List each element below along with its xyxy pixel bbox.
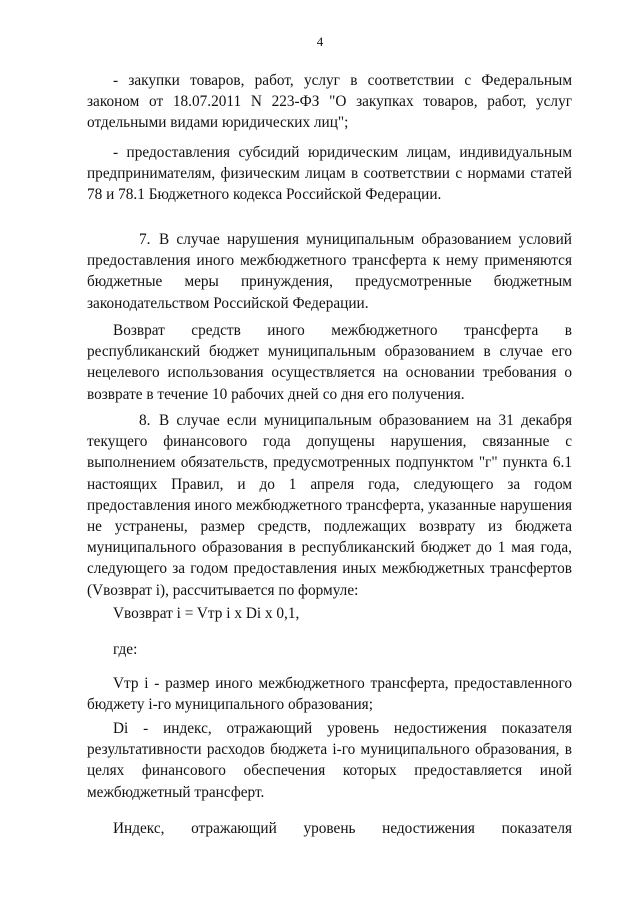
paragraph-8-text: В случае если муниципальным образованием на 31 декабря текущего финансового года допущены нарушения, связанные с выполнением обязательств, предусмотренных подпунктом "г" пункта 6.1 настоящих Правил, и до 1 апреля года, следующего за годом предоставления иного межбюджетного трансферта, указанные нарушения не устранены, размер средств, подлежащих возврату из бюджета муниципального образования в республиканский бюджет до 1 мая года, следующего за годом предоставления иных межбюджетных трансфертов (Vвозврат i), рассчитывается по формуле: bbox=[87, 412, 572, 599]
paragraph-vtr-definition: Vтр i - размер иного межбюджетного трансферта, предоставленного бюджету i-го муниципального образования; bbox=[87, 675, 572, 714]
where-label: где: bbox=[113, 641, 138, 658]
paragraph-7 bbox=[87, 229, 572, 314]
page-number: 4 bbox=[316, 34, 324, 49]
paragraph-8 bbox=[87, 410, 572, 601]
item-number-8: 8. bbox=[139, 412, 151, 429]
paragraph-procurement: - закупки товаров, работ, услуг в соответствии с Федеральным законом от 18.07.2011 N 223-ФЗ "О закупках товаров, работ, услуг отдельными видами юридических лиц"; bbox=[87, 72, 572, 132]
paragraph-index: Индекс, отражающий уровень недостижения показателя bbox=[113, 820, 572, 837]
formula: Vвозврат i = Vтр i x Di x 0,1, bbox=[113, 605, 300, 622]
paragraph-return: Возврат средств иного межбюджетного трансферта в республиканский бюджет муниципальным образованием в случае его нецелевого использования осуществляется на основании требования о возврате в течение 10 рабочих дней со дня его получения. bbox=[87, 322, 572, 403]
paragraph-subsidies: - предоставления субсидий юридическим лицам, индивидуальным предпринимателям, физическим лицам в соответствии с нормами статей 78 и 78.1 Бюджетного кодекса Российской Федерации. bbox=[87, 144, 572, 204]
item-number-7: 7. bbox=[139, 231, 151, 248]
paragraph-di-definition: Di - индекс, отражающий уровень недостижения показателя результативности расходов бюджета i-го муниципального образования, в целях финансового обеспечения которых предоставляется иной межбюджетный трансферт. bbox=[87, 720, 572, 801]
paragraph-7-text: В случае нарушения муниципальным образованием условий предоставления иного межбюджетного трансферта к нему применяются бюджетные меры принуждения, предусмотренные бюджетным законодательством Российской Федерации. bbox=[87, 231, 572, 312]
